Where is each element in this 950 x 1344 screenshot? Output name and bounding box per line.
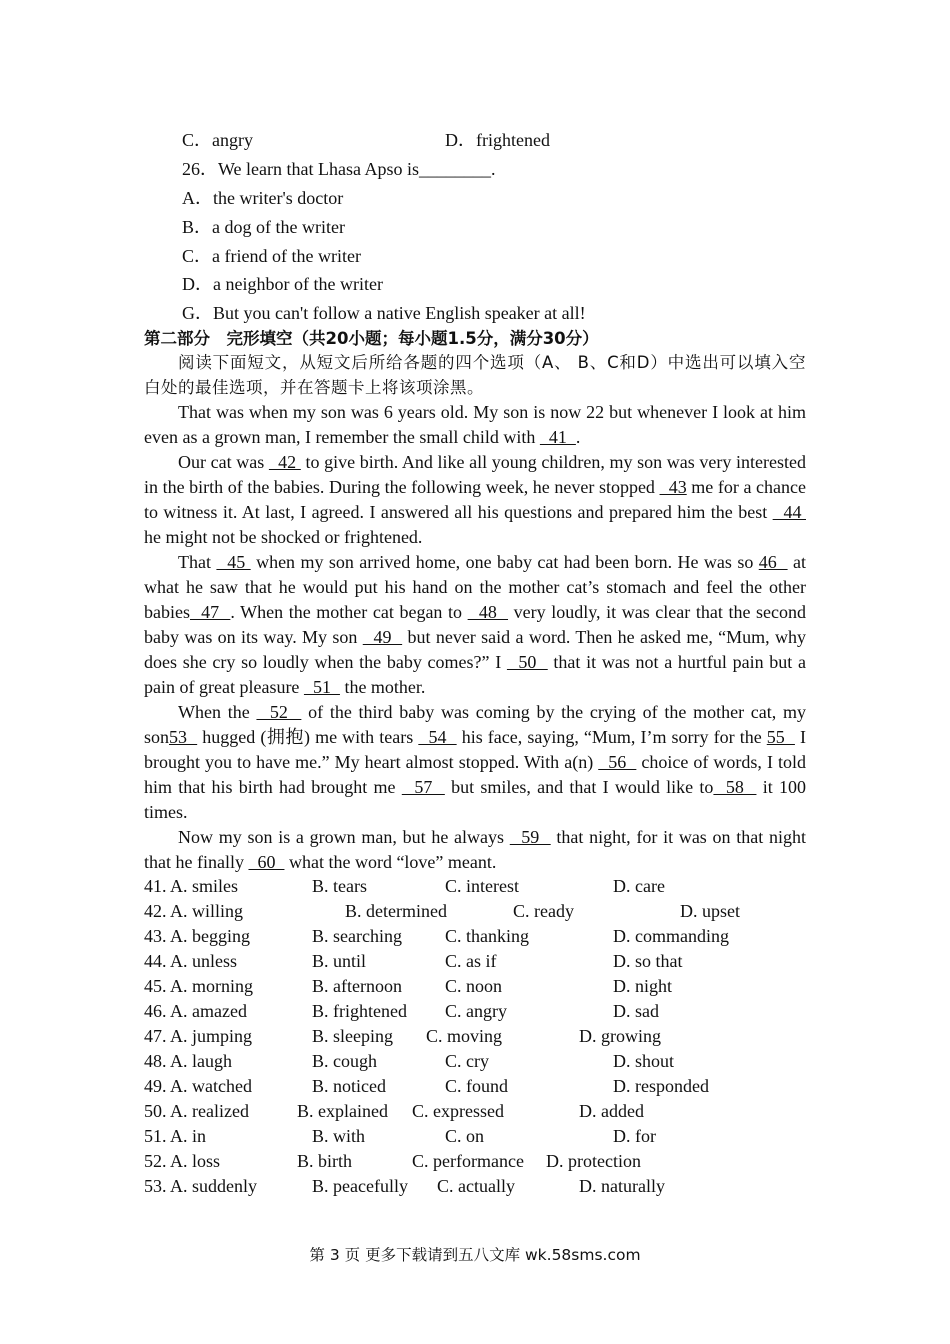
blank-44: 44 bbox=[772, 502, 806, 522]
blank-59: 59 bbox=[509, 827, 551, 847]
q26-option-d: D．a neighbor of the writer bbox=[182, 274, 383, 294]
passage-paragraph-2: Our cat was 42 to give birth. And like all young children, my son was very interested in the birth of the babies. During the following week, he never stopped 43 me for a chance to witness it. At last, I agreed. I answered all his questions and prepared him the best 44 he might not be shocked or frightened. bbox=[144, 452, 807, 547]
passage-paragraph-4: When the 52 of the third baby was coming by the crying of the mother cat, my son53 hugged (拥抱) me with tears 54 his face, saying, “Mum, I’m sorry for the 55 I brought you to have me.” My heart almost stopped. With a(n) 56 choice of words, I told him that his birth had brought me 57 but smiles, and that I would like to 58 it 100 times. bbox=[144, 702, 807, 822]
section-title: 第二部分 完形填空（共20小题；每小题1.5分，满分30分） bbox=[144, 329, 599, 348]
passage-paragraph-5: Now my son is a grown man, but he always 59 that night, for it was on that night that he finally 60 what the word “love” meant. bbox=[144, 827, 806, 872]
blank-54: 54 bbox=[418, 727, 457, 747]
blank-55: 55 bbox=[766, 727, 795, 747]
page-footer: 第 3 页 更多下载请到五八文库 wk.58sms.com bbox=[309, 1246, 641, 1264]
q26-option-a: A．the writer's doctor bbox=[182, 188, 344, 208]
q26-option-c: C．a friend of the writer bbox=[182, 246, 361, 266]
section-instruction: 阅读下面短文，从短文后所给各题的四个选项（A、 B、C和D）中选出可以填入空白处的最佳选项，并在答题卡上将该项涂黑。 bbox=[144, 353, 806, 397]
blank-48: 48 bbox=[467, 602, 509, 622]
passage-paragraph-1: That was when my son was 6 years old. My son is now 22 but whenever I look at him even as a grown man, I remember the small child with 41 . bbox=[144, 402, 806, 447]
blank-53: 53 bbox=[169, 727, 198, 747]
blank-43: 43 bbox=[659, 477, 687, 497]
blank-57: 57 bbox=[401, 777, 445, 797]
q25-option-c: C．angry bbox=[182, 130, 253, 150]
blank-50: 50 bbox=[506, 652, 548, 672]
blank-41: 41 bbox=[539, 427, 576, 447]
blank-47: 47 bbox=[189, 602, 231, 622]
blank-46: 46 bbox=[758, 552, 788, 572]
blank-52: 52 bbox=[256, 702, 302, 722]
q26-option-b: B．a dog of the writer bbox=[182, 217, 345, 237]
passage-paragraph-3: That 45 when my son arrived home, one baby cat had been born. He was so 46 at what he saw that he would put his hand on the mother cat’s stomach and feel the other babies 47 . When the mother cat began to 48 very loudly, it was clear that the second baby was on its way. My son 49 but never said a word. Then he asked me, “Mum, why does she cry so loudly when the baby comes?” I 50 that it was not a hurtful pain but a pain of great pleasure 51 the mother. bbox=[144, 552, 807, 697]
document-page: C．angry D．frightened 26．We learn that Lhasa Apso is________. A．the writer's doctor B．a dog of the writer C．a friend of the writer D．a neighbor of the writer G．But you can't follow a native English speaker at all! 第二部分 完形填空（共20小题；每小题1.5分，满分30分） 阅读下面短文，从短文后所给各题的四个选项（A、 B、C和D）中选出可以填入空白处的最佳选项，并在答题卡上将该项涂黑。 That was when my son was 6 years old. My son is now 22 but whenever I look at him even as a grown man, I remember the small child with 41 . Our cat was 42 to give birth. And like all young children, my son was very interested in the birth of the babies. During the following week, he never stopped 43 me for a chance to witness it. At last, I agreed. I answered all his questions and prepared him the best 44 he might not be shocked or frightened. That 45 when my son arrived home, one baby cat had been born. He was so 46 at what he saw that he would put his hand on the mother cat’s stomach and feel the other babies 47 . When the mother cat began to 48 very loudly, it was clear that the second baby was on its way. My son 49 but never said a word. Then he asked me, “Mum, why does she cry so loudly when the baby comes?” I 50 that it was not a hurtful pain but a pain of great pleasure 51 the mother. When the 52 of the third baby was coming by the crying of the mother cat, my son53 hugged (拥抱) me with tears 54 his face, saying, “Mum, I’m sorry for the 55 I brought you to have me.” My heart almost stopped. With a(n) 56 choice of words, I told him that his birth had brought me 57 but smiles, and that I would like to 58 it 100 times. Now my son is a grown man, but he always 59 that night, for it was on that night that he finally 60 what the word “love” meant. 41. A. smiles B. tears C. interest D. care 42. A. willing B. determined C. ready D. upset 43. A. begging B. searching C. thanking D. commanding 44. A. unless B. until C. as if D. so that 45. A. morning B. afternoon C. noon D. night 46. A. amazed B. frightened C. angry D. sad 47. A. jumping B. sleeping C. moving D. growing 48. A. laugh B. cough C. cry D. shout 49. A. watched B. noticed C. found D. responded 50. A. realized B. explained C. expressed D. added 51. A. in B. with C. on D. for 52. A. loss B. birth C. performance D. protection 53. A. suddenly B. peacefully C. actually D. naturally 第 3 页 更多下载请到五八文库 wk.58sms.com bbox=[0, 0, 950, 1344]
blank-56: 56 bbox=[598, 752, 637, 772]
blank-45: 45 bbox=[216, 552, 251, 572]
blank-51: 51 bbox=[303, 677, 340, 697]
blank-58: 58 bbox=[713, 777, 757, 797]
q26-stem: 26．We learn that Lhasa Apso is________. bbox=[182, 159, 496, 179]
blank-60: 60 bbox=[248, 852, 285, 872]
option-g-line: G．But you can't follow a native English speaker at all! bbox=[182, 303, 586, 323]
blank-42: 42 bbox=[268, 452, 301, 472]
q25-option-d: D．frightened bbox=[445, 130, 550, 150]
blank-49: 49 bbox=[362, 627, 403, 647]
